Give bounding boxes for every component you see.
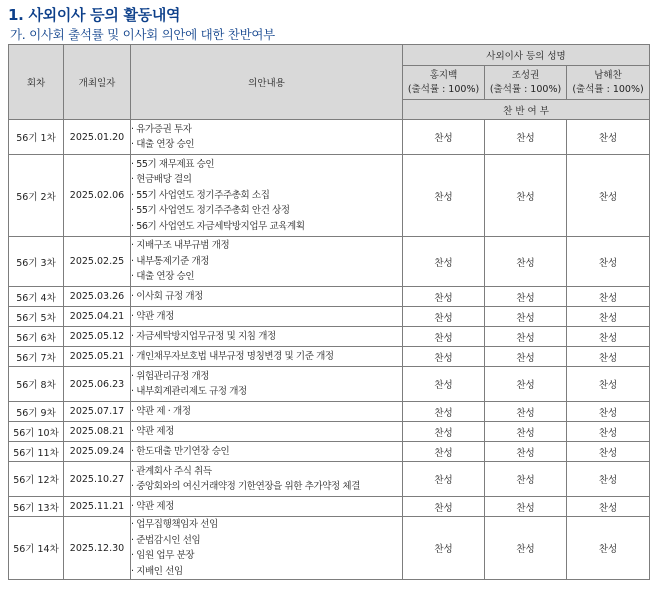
agenda-cell bbox=[131, 327, 403, 347]
session-cell: 56기 7차 bbox=[9, 347, 64, 367]
agenda-item: · 개인채무자보호법 내부규정 명칭변경 및 기준 개정 bbox=[131, 350, 334, 362]
date-cell: 2025.01.20 bbox=[64, 120, 131, 155]
table-row bbox=[9, 497, 650, 517]
table-row bbox=[9, 287, 650, 307]
session-cell: 56기 6차 bbox=[9, 327, 64, 347]
agenda-item: · 약관 제정 bbox=[131, 425, 174, 437]
agenda-cell bbox=[131, 497, 403, 517]
vote-cell: 찬성 bbox=[403, 402, 485, 422]
agenda-cell bbox=[131, 347, 403, 367]
board-activity-table bbox=[8, 44, 650, 580]
vote-cell: 찬성 bbox=[485, 367, 567, 402]
agenda-cell bbox=[131, 155, 403, 237]
vote-cell: 찬성 bbox=[485, 517, 567, 580]
table-row bbox=[9, 327, 650, 347]
vote-cell: 찬성 bbox=[403, 307, 485, 327]
agenda-cell bbox=[131, 120, 403, 155]
table-row bbox=[9, 422, 650, 442]
vote-cell: 찬성 bbox=[485, 402, 567, 422]
vote-cell: 찬성 bbox=[403, 422, 485, 442]
vote-cell: 찬성 bbox=[403, 442, 485, 462]
header-agenda: 의안내용 bbox=[131, 45, 403, 120]
vote-cell: 찬성 bbox=[567, 327, 650, 347]
director-header bbox=[485, 66, 567, 100]
session-cell: 56기 2차 bbox=[9, 155, 64, 237]
date-cell: 2025.09.24 bbox=[64, 442, 131, 462]
director-header bbox=[567, 66, 650, 100]
table-row bbox=[9, 517, 650, 580]
session-cell: 56기 4차 bbox=[9, 287, 64, 307]
vote-cell: 찬성 bbox=[485, 287, 567, 307]
date-cell: 2025.02.06 bbox=[64, 155, 131, 237]
table-row bbox=[9, 155, 650, 237]
agenda-item: · 약관 제정 bbox=[131, 500, 174, 512]
vote-cell: 찬성 bbox=[567, 422, 650, 442]
agenda-item: · 대출 연장 승인 bbox=[131, 271, 195, 283]
date-cell: 2025.04.21 bbox=[64, 307, 131, 327]
vote-cell: 찬성 bbox=[403, 497, 485, 517]
agenda-item: · 55기 사업연도 정기주주총회 소집 bbox=[131, 189, 270, 201]
director-name: 조성권 bbox=[511, 69, 540, 81]
vote-cell: 찬성 bbox=[567, 462, 650, 497]
vote-cell: 찬성 bbox=[485, 155, 567, 237]
agenda-cell bbox=[131, 237, 403, 287]
agenda-cell bbox=[131, 402, 403, 422]
agenda-cell bbox=[131, 517, 403, 580]
table-row bbox=[9, 237, 650, 287]
agenda-item: · 자금세탁방지업무규정 및 지침 개정 bbox=[131, 330, 276, 342]
vote-cell: 찬성 bbox=[403, 327, 485, 347]
vote-cell: 찬성 bbox=[567, 347, 650, 367]
vote-cell: 찬성 bbox=[567, 120, 650, 155]
agenda-cell bbox=[131, 442, 403, 462]
vote-cell: 찬성 bbox=[485, 347, 567, 367]
agenda-item: · 대출 연장 승인 bbox=[131, 139, 195, 150]
vote-cell: 찬성 bbox=[403, 347, 485, 367]
header-date: 개최일자 bbox=[64, 45, 131, 120]
vote-cell: 찬성 bbox=[485, 497, 567, 517]
header-vote: 찬 반 여 부 bbox=[403, 100, 650, 120]
table-row bbox=[9, 402, 650, 422]
table-row bbox=[9, 367, 650, 402]
agenda-item: · 내부통제기준 개정 bbox=[131, 255, 210, 267]
date-cell: 2025.11.21 bbox=[64, 497, 131, 517]
agenda-item: · 56기 사업연도 자금세탁방지업무 교육계획 bbox=[131, 220, 305, 232]
table-row bbox=[9, 442, 650, 462]
session-cell: 56기 12차 bbox=[9, 462, 64, 497]
agenda-item: · 약관 개정 bbox=[131, 310, 174, 322]
agenda-item: · 업무집행책임자 선임 bbox=[131, 519, 218, 530]
director-attendance-rate: (출석률 : 100%) bbox=[572, 83, 644, 95]
vote-cell: 찬성 bbox=[567, 307, 650, 327]
date-cell: 2025.06.23 bbox=[64, 367, 131, 402]
vote-cell: 찬성 bbox=[403, 237, 485, 287]
session-cell: 56기 1차 bbox=[9, 120, 64, 155]
vote-cell: 찬성 bbox=[403, 367, 485, 402]
vote-cell: 찬성 bbox=[567, 402, 650, 422]
agenda-item: · 지배인 선임 bbox=[131, 565, 183, 577]
vote-cell: 찬성 bbox=[567, 442, 650, 462]
agenda-cell bbox=[131, 462, 403, 497]
agenda-item: · 중앙회와의 여신거래약정 기한연장을 위한 추가약정 체결 bbox=[131, 481, 360, 492]
agenda-cell bbox=[131, 307, 403, 327]
header-session: 회차 bbox=[9, 45, 64, 120]
vote-cell: 찬성 bbox=[567, 517, 650, 580]
agenda-item: · 내부회계관리제도 규정 개정 bbox=[131, 386, 247, 397]
vote-cell: 찬성 bbox=[403, 120, 485, 155]
vote-cell: 찬성 bbox=[403, 517, 485, 580]
date-cell: 2025.05.21 bbox=[64, 347, 131, 367]
table-body bbox=[9, 120, 650, 580]
vote-cell: 찬성 bbox=[485, 120, 567, 155]
director-attendance-rate: (출석률 : 100%) bbox=[407, 83, 480, 95]
agenda-cell bbox=[131, 367, 403, 402]
agenda-item: · 55기 재무제표 승인 bbox=[131, 158, 215, 170]
date-cell: 2025.08.21 bbox=[64, 422, 131, 442]
vote-cell: 찬성 bbox=[485, 307, 567, 327]
vote-cell: 찬성 bbox=[485, 237, 567, 287]
vote-cell: 찬성 bbox=[567, 367, 650, 402]
agenda-item: · 이사회 규정 개정 bbox=[131, 290, 203, 302]
vote-cell: 찬성 bbox=[567, 237, 650, 287]
date-cell: 2025.10.27 bbox=[64, 462, 131, 497]
date-cell: 2025.03.26 bbox=[64, 287, 131, 307]
session-cell: 56기 14차 bbox=[9, 517, 64, 580]
vote-cell: 찬성 bbox=[485, 442, 567, 462]
table-row bbox=[9, 347, 650, 367]
vote-cell: 찬성 bbox=[567, 155, 650, 237]
director-name: 홍지백 bbox=[429, 69, 458, 81]
agenda-item: · 임원 업무 분장 bbox=[131, 550, 195, 561]
header-directors-group: 사외이사 등의 성명 bbox=[403, 45, 650, 66]
session-cell: 56기 11차 bbox=[9, 442, 64, 462]
session-cell: 56기 5차 bbox=[9, 307, 64, 327]
vote-cell: 찬성 bbox=[403, 155, 485, 237]
director-header bbox=[403, 66, 485, 100]
agenda-item: · 현금배당 결의 bbox=[131, 174, 192, 186]
agenda-item: · 한도대출 만기연장 승인 bbox=[131, 445, 230, 457]
vote-cell: 찬성 bbox=[485, 422, 567, 442]
date-cell: 2025.02.25 bbox=[64, 237, 131, 287]
agenda-item: · 관계회사 주식 취득 bbox=[131, 465, 212, 477]
session-cell: 56기 9차 bbox=[9, 402, 64, 422]
agenda-item: · 위험관리규정 개정 bbox=[131, 370, 210, 382]
vote-cell: 찬성 bbox=[567, 287, 650, 307]
vote-cell: 찬성 bbox=[567, 497, 650, 517]
session-cell: 56기 10차 bbox=[9, 422, 64, 442]
agenda-cell bbox=[131, 287, 403, 307]
session-cell: 56기 13차 bbox=[9, 497, 64, 517]
date-cell: 2025.05.12 bbox=[64, 327, 131, 347]
director-name: 남해찬 bbox=[594, 69, 622, 81]
vote-cell: 찬성 bbox=[485, 462, 567, 497]
section-heading: 1. 사외이사 등의 활동내역 bbox=[8, 6, 181, 24]
agenda-item: · 55기 사업연도 정기주주총회 안건 상정 bbox=[131, 205, 290, 217]
agenda-item: · 지배구조 내부규범 개정 bbox=[131, 240, 230, 252]
agenda-item: · 유가증권 투자 bbox=[131, 123, 192, 135]
table-row bbox=[9, 462, 650, 497]
section-subheading: 가. 이사회 출석률 및 이사회 의안에 대한 찬반여부 bbox=[10, 27, 275, 42]
vote-cell: 찬성 bbox=[403, 287, 485, 307]
vote-cell: 찬성 bbox=[485, 327, 567, 347]
table-row bbox=[9, 120, 650, 155]
agenda-cell bbox=[131, 422, 403, 442]
director-attendance-rate: (출석률 : 100%) bbox=[489, 83, 562, 95]
agenda-item: · 준법감시인 선임 bbox=[131, 534, 201, 546]
table-row bbox=[9, 307, 650, 327]
date-cell: 2025.07.17 bbox=[64, 402, 131, 422]
vote-cell: 찬성 bbox=[403, 462, 485, 497]
session-cell: 56기 8차 bbox=[9, 367, 64, 402]
agenda-item: · 약관 제 · 개정 bbox=[131, 405, 191, 417]
date-cell: 2025.12.30 bbox=[64, 517, 131, 580]
session-cell: 56기 3차 bbox=[9, 237, 64, 287]
